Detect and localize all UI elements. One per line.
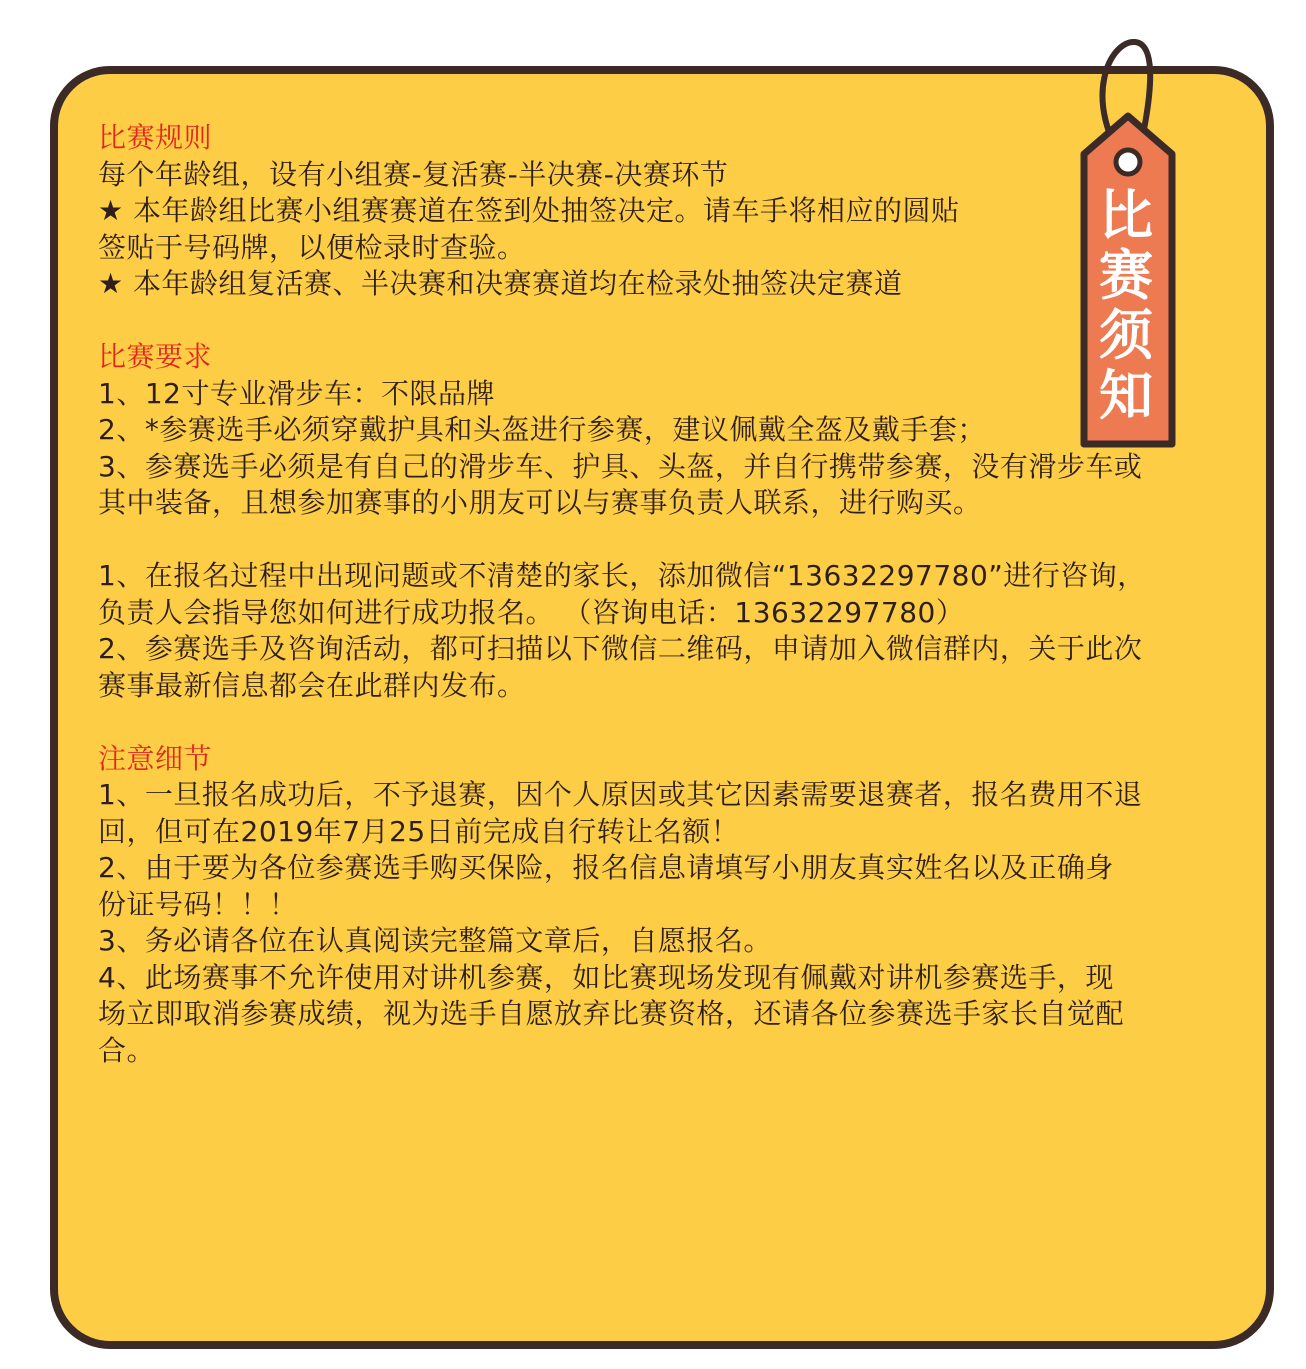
spacer	[98, 303, 1198, 340]
requirements-line: 1、12寸专业滑步车：不限品牌	[98, 376, 495, 410]
notes-line: 回，但可在2019年7月25日前完成自行转让名额！	[98, 814, 740, 848]
notes-line: 场立即取消参赛成绩，视为选手自愿放弃比赛资格，还请各位参赛选手家长自觉配	[98, 997, 1125, 1030]
notes-line: 4、此场赛事不允许使用对讲机参赛，如比赛现场发现有佩戴对讲机参赛选手，现	[98, 960, 1114, 994]
notes-line: 3、务必请各位在认真阅读完整篇文章后，自愿报名。	[98, 924, 772, 957]
notice-content	[98, 120, 1198, 1069]
notes-line: 2、由于要为各位参赛选手购买保险，报名信息请填写小朋友真实姓名以及正确身	[98, 851, 1114, 884]
requirements-line: 其中装备，且想参加赛事的小朋友可以与赛事负责人联系，进行购买。	[98, 486, 982, 519]
contact-line: 2、参赛选手及咨询活动，都可扫描以下微信二维码，申请加入微信群内，关于此次	[98, 632, 1143, 665]
notes-line: 1、一旦报名成功后，不予退赛，因个人原因或其它因素需要退赛者，报名费用不退	[98, 778, 1143, 811]
contact-line: 负责人会指导您如何进行成功报名。 （咨询电话：13632297780）	[98, 595, 965, 629]
rules-heading: 比赛规则	[98, 121, 213, 154]
notes-line: 份证号码！！！	[98, 887, 298, 921]
requirements-line: 3、参赛选手必须是有自己的滑步车、护具、头盔，并自行携带参赛，没有滑步车或	[98, 449, 1143, 483]
contact-line: 1、在报名过程中出现问题或不清楚的家长，添加微信“13632297780”进行咨询，	[98, 559, 1146, 592]
rules-line: ★ 本年龄组复活赛、半决赛和决赛赛道均在检录处抽签决定赛道	[98, 267, 903, 300]
spacer	[98, 522, 1198, 559]
spacer	[98, 704, 1198, 741]
tag-char: 须	[1099, 304, 1153, 367]
requirements-line: 2、*参赛选手必须穿戴护具和头盔进行参赛，建议佩戴全盔及戴手套；	[98, 413, 986, 446]
notes-heading: 注意细节	[98, 741, 213, 775]
tag-char: 知	[1099, 364, 1153, 427]
tag-char: 赛	[1099, 244, 1153, 307]
contact-line: 赛事最新信息都会在此群内发布。	[98, 668, 526, 702]
tag-char: 比	[1099, 184, 1153, 247]
rules-line: ★ 本年龄组比赛小组赛赛道在签到处抽签决定。请车手将相应的圆贴	[98, 194, 960, 227]
rules-line: 签贴于号码牌，以便检录时查验。	[98, 230, 526, 264]
requirements-heading: 比赛要求	[98, 340, 213, 373]
rules-line: 每个年龄组，设有小组赛-复活赛-半决赛-决赛环节	[98, 157, 729, 191]
notes-line: 合。	[98, 1033, 156, 1067]
